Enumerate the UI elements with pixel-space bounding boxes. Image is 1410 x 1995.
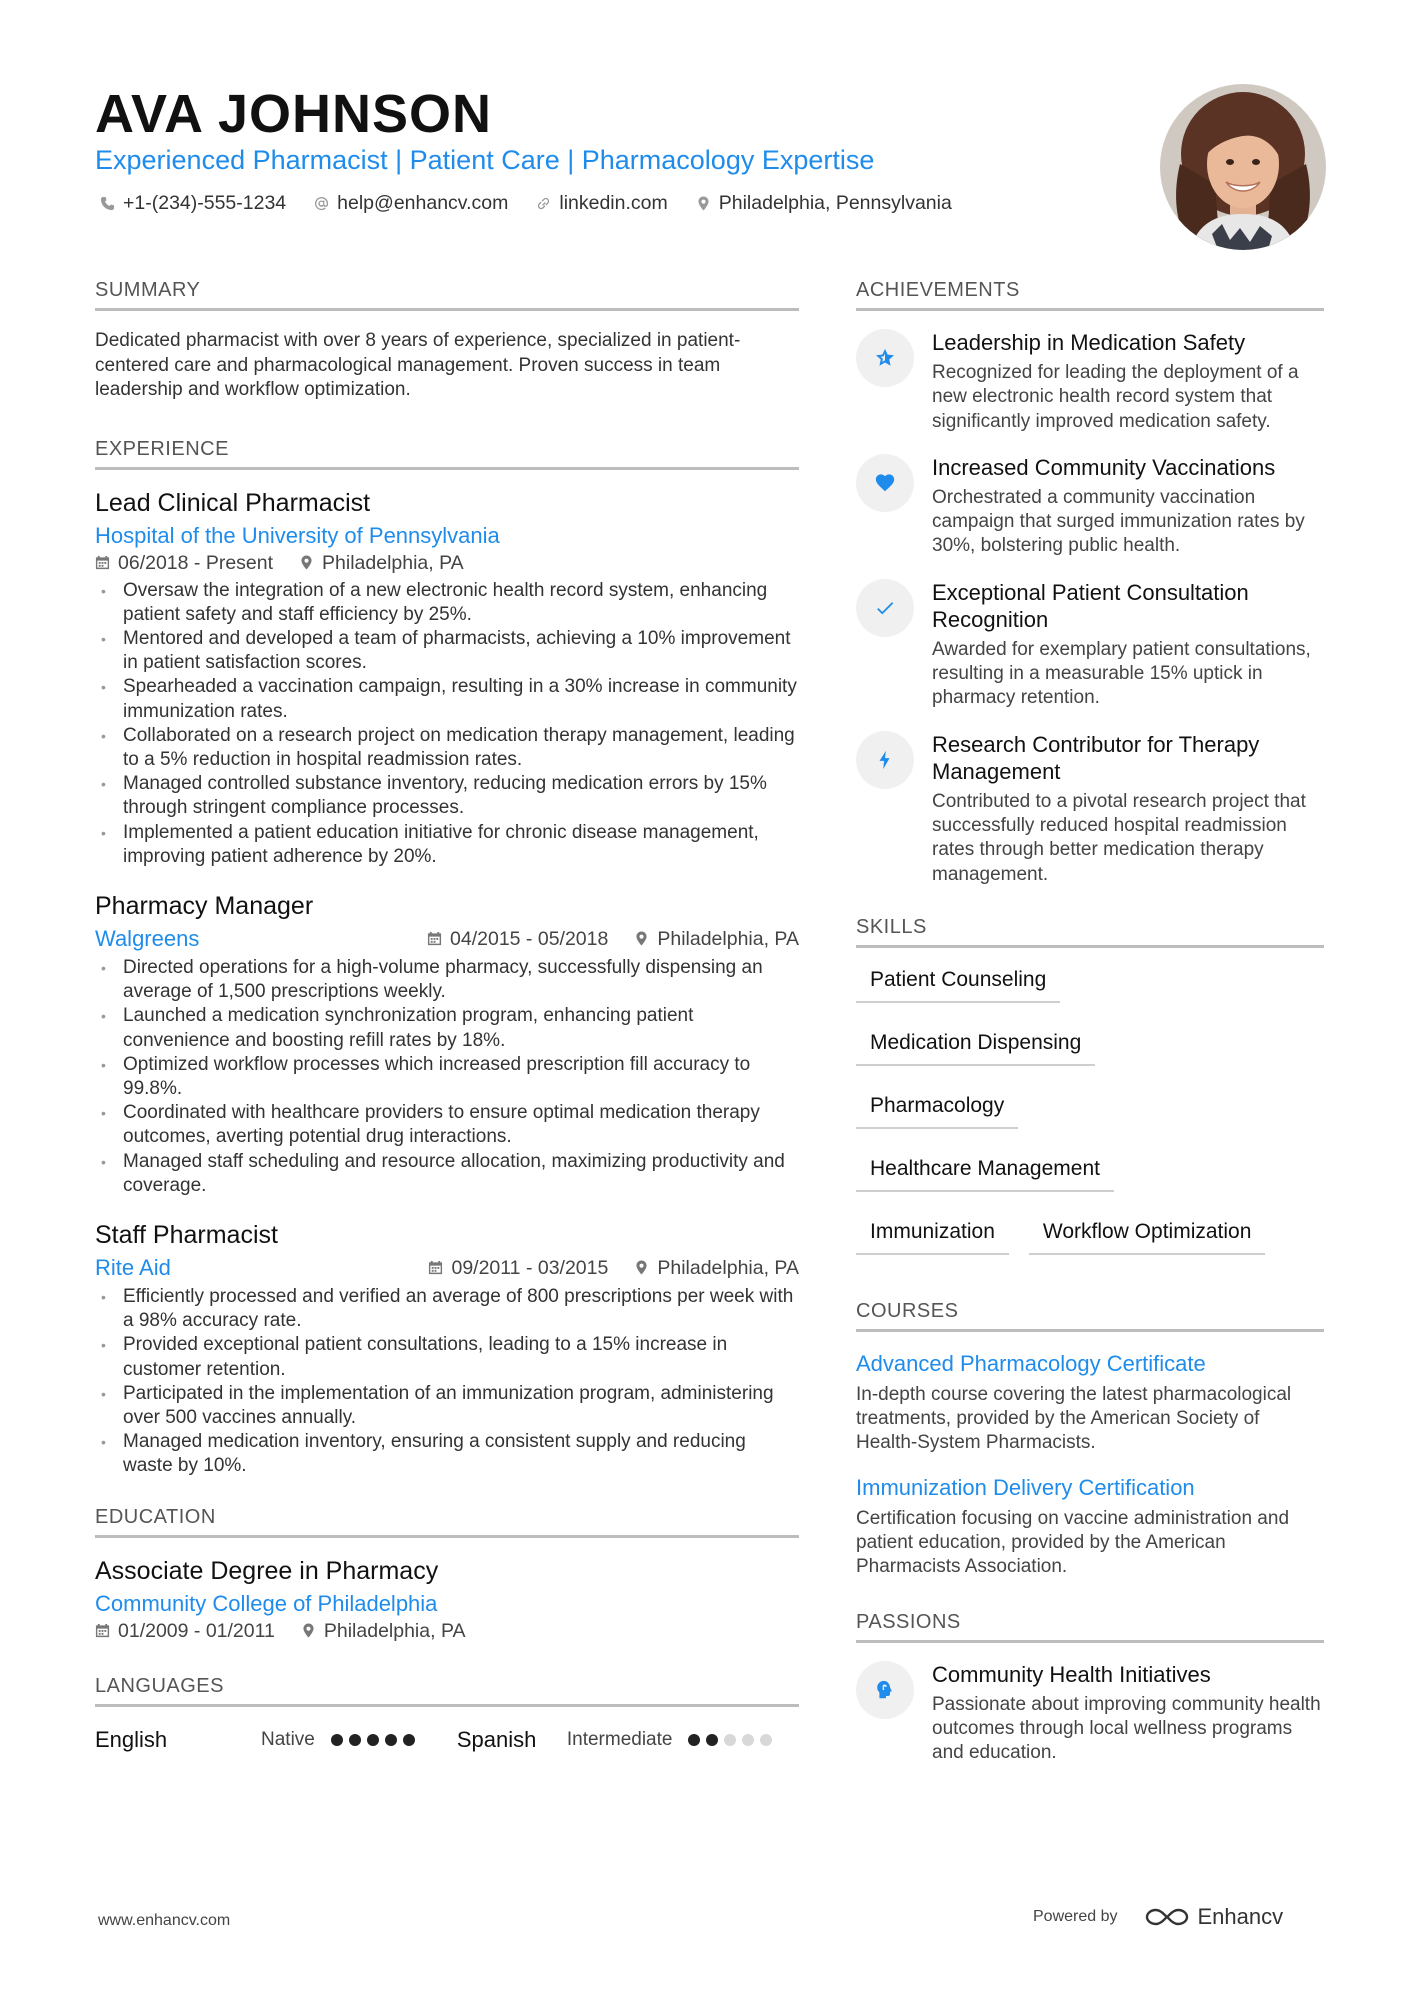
phone-text: +1-(234)-555-1234 — [123, 192, 287, 214]
calendar-icon — [428, 1260, 443, 1275]
achievement-title: Research Contributor for Therapy Management — [932, 731, 1260, 784]
contact-phone[interactable] — [100, 190, 286, 216]
candidate-name: AVA JOHNSON — [95, 84, 493, 144]
skill-tag: Medication Dispensing — [856, 1029, 1095, 1066]
job-company: Rite Aid — [95, 1254, 171, 1280]
head-icon — [874, 1679, 896, 1701]
skill-tag: Immunization — [856, 1218, 1009, 1255]
email-text: help@enhancv.com — [337, 192, 509, 214]
bullet-item: • Participated in the implementation of an immunization program, administering over 500 vaccines annually. — [95, 1382, 799, 1430]
job-title: Lead Clinical Pharmacist — [95, 488, 371, 517]
education-heading: EDUCATION — [95, 1505, 799, 1538]
course-item — [856, 1350, 1324, 1456]
rating-dot-empty — [760, 1734, 772, 1746]
job-bullets — [95, 1285, 799, 1479]
contact-location — [696, 190, 952, 216]
job-entry — [95, 488, 799, 869]
rating-dot-filled — [706, 1734, 718, 1746]
bullet-item: • Coordinated with healthcare providers to ensure optimal medication therapy outcomes, averting potential drug interactions. — [95, 1101, 799, 1149]
achievement-body — [932, 579, 1324, 711]
job-title: Staff Pharmacist — [95, 1220, 278, 1249]
job-dates-text: 06/2018 - Present — [118, 551, 274, 574]
language-rating — [331, 1734, 415, 1746]
bullet-item: • Provided exceptional patient consultations, leading to a 15% increase in customer retention. — [95, 1333, 799, 1381]
bullet-item: • Mentored and developed a team of pharmacists, achieving a 10% improvement in patient satisfaction scores. — [95, 627, 799, 675]
job-dates-text: 04/2015 - 05/2018 — [450, 927, 609, 950]
achievement-icon-badge — [856, 579, 914, 637]
achievement-desc: Awarded for exemplary patient consultations, resulting in a measurable 15% uptick in pharmacy retention. — [932, 638, 1311, 709]
bullet-item: • Spearheaded a vaccination campaign, resulting in a 30% increase in community immunization rates. — [95, 675, 799, 723]
education-location-text: Philadelphia, PA — [323, 1619, 466, 1642]
bullet-item: • Managed controlled substance inventory, reducing medication errors by 15% through stringent compliance processes. — [95, 772, 799, 820]
phone-icon — [100, 196, 115, 211]
skill-tag: Pharmacology — [856, 1092, 1018, 1129]
skills-list — [856, 966, 1276, 1255]
contact-email[interactable] — [314, 190, 508, 216]
location-pin-icon — [696, 196, 711, 211]
rating-dot-filled — [688, 1734, 700, 1746]
rating-dot-filled — [349, 1734, 361, 1746]
job-line — [95, 1254, 799, 1282]
achievement-body — [932, 731, 1324, 887]
calendar-icon — [95, 1623, 110, 1638]
achievement-item — [856, 329, 1324, 434]
job-location — [634, 926, 799, 952]
achievement-body — [932, 454, 1324, 559]
job-bullets — [95, 956, 799, 1198]
left-column — [95, 278, 799, 1789]
education-dates — [95, 1618, 275, 1644]
summary-text: Dedicated pharmacist with over 8 years of experience, specialized in patient-centered care and pharmacological management. Proven success in team leadership and workflow optimization. — [95, 330, 741, 400]
job-company: Walgreens — [95, 925, 200, 951]
skill-tag: Patient Counseling — [856, 966, 1060, 1003]
languages-row — [95, 1725, 799, 1755]
bullet-item: • Optimized workflow processes which increased prescription fill accuracy to 99.8%. — [95, 1053, 799, 1101]
achievement-icon-badge — [856, 731, 914, 789]
education-school: Community College of Philadelphia — [95, 1590, 438, 1616]
bullet-item: • Managed staff scheduling and resource allocation, maximizing productivity and coverage. — [95, 1150, 799, 1198]
bullet-item: • Collaborated on a research project on medication therapy management, leading to a 5% reduction in hospital readmission rates. — [95, 724, 799, 772]
passions-heading: PASSIONS — [856, 1610, 1324, 1643]
passion-icon-badge — [856, 1661, 914, 1719]
location-text: Philadelphia, Pennsylvania — [718, 192, 952, 214]
passion-desc: Passionate about improving community health outcomes through local wellness programs and education. — [932, 1693, 1321, 1764]
experience-heading: EXPERIENCE — [95, 437, 799, 470]
linkedin-text: linkedin.com — [559, 192, 668, 214]
achievement-title: Exceptional Patient Consultation Recognition — [932, 579, 1249, 632]
education-meta — [95, 1618, 799, 1644]
job-entry — [95, 891, 799, 1198]
job-line — [95, 925, 799, 953]
achievements-heading: ACHIEVEMENTS — [856, 278, 1324, 311]
language-name: Spanish — [456, 1726, 537, 1752]
right-column — [856, 278, 1324, 1800]
calendar-icon — [427, 931, 442, 946]
rating-dot-filled — [367, 1734, 379, 1746]
contact-bar — [100, 190, 952, 216]
enhancv-logo-icon — [1144, 1906, 1190, 1928]
achievement-item — [856, 454, 1324, 559]
education-degree: Associate Degree in Pharmacy — [95, 1556, 439, 1585]
star-icon — [874, 347, 896, 369]
course-item — [856, 1474, 1324, 1580]
bullet-item: • Oversaw the integration of a new electronic health record system, enhancing patient safety and staff efficiency by 25%. — [95, 579, 799, 627]
rating-dot-filled — [403, 1734, 415, 1746]
job-title: Pharmacy Manager — [95, 891, 314, 920]
brand-name: Enhancv — [1197, 1904, 1284, 1929]
achievement-item — [856, 579, 1324, 711]
location-pin-icon — [301, 1623, 316, 1638]
job-dates-text: 09/2011 - 03/2015 — [451, 1256, 609, 1279]
calendar-icon — [95, 555, 110, 570]
bullet-item: • Efficiently processed and verified an average of 800 prescriptions per week with a 98% accuracy rate. — [95, 1285, 799, 1333]
passion-item — [856, 1661, 1324, 1766]
skills-section — [856, 915, 1324, 1255]
job-location-text: Philadelphia, PA — [657, 927, 799, 950]
job-location — [634, 1255, 799, 1281]
job-meta — [95, 550, 799, 576]
course-title: Advanced Pharmacology Certificate — [856, 1350, 1206, 1376]
powered-by-label: Powered by — [1033, 1908, 1118, 1925]
heart-icon — [874, 472, 896, 494]
language-level: Native — [261, 1728, 315, 1750]
job-dates — [427, 926, 608, 952]
job-company: Hospital of the University of Pennsylvania — [95, 522, 500, 548]
achievement-desc: Contributed to a pivotal research project that successfully reduced hospital readmission rates through better medication therapy management. — [932, 790, 1306, 885]
job-dates — [95, 550, 273, 576]
link-icon — [536, 196, 551, 211]
skills-heading: SKILLS — [856, 915, 1324, 948]
achievement-title: Increased Community Vaccinations — [932, 454, 1276, 480]
check-icon — [874, 597, 896, 619]
footer-website[interactable]: www.enhancv.com — [98, 1912, 231, 1929]
education-dates-text: 01/2009 - 01/2011 — [118, 1619, 275, 1642]
passion-title: Community Health Initiatives — [932, 1661, 1211, 1687]
languages-section — [95, 1674, 799, 1755]
rating-dot-filled — [331, 1734, 343, 1746]
bullet-item: • Launched a medication synchronization program, enhancing patient convenience and boosting refill rates by 18%. — [95, 1004, 799, 1052]
languages-heading: LANGUAGES — [95, 1674, 799, 1707]
bullet-item: • Directed operations for a high-volume pharmacy, successfully dispensing an average of 1,500 prescriptions weekly. — [95, 956, 799, 1004]
achievement-icon-badge — [856, 329, 914, 387]
rating-dot-filled — [385, 1734, 397, 1746]
achievement-desc: Recognized for leading the deployment of a new electronic health record system that significantly improved medication safety. — [932, 362, 1299, 432]
achievement-desc: Orchestrated a community vaccination campaign that surged immunization rates by 30%, bolstering public health. — [932, 486, 1305, 557]
language-name: English — [95, 1726, 168, 1752]
job-entry — [95, 1220, 799, 1479]
candidate-tagline: Experienced Pharmacist | Patient Care | Pharmacology Expertise — [95, 145, 875, 175]
job-meta — [427, 926, 799, 952]
passion-body — [932, 1661, 1324, 1766]
brand-logo[interactable] — [1144, 1904, 1284, 1930]
passions-section — [856, 1610, 1324, 1766]
education-location — [301, 1618, 466, 1644]
achievement-icon-badge — [856, 454, 914, 512]
achievement-item — [856, 731, 1324, 887]
course-desc: In-depth course covering the latest pharmacological treatments, provided by the American Society of Health-System Pharmacists. — [856, 1383, 1292, 1454]
location-pin-icon — [634, 1260, 649, 1275]
job-location-text: Philadelphia, PA — [322, 551, 464, 574]
skill-tag: Workflow Optimization — [1029, 1218, 1266, 1255]
course-title: Immunization Delivery Certification — [856, 1474, 1195, 1500]
experience-section — [95, 437, 799, 1479]
rating-dot-empty — [724, 1734, 736, 1746]
job-bullets — [95, 579, 799, 869]
location-pin-icon — [634, 931, 649, 946]
job-dates — [428, 1255, 608, 1281]
bullet-item: • Managed medication inventory, ensuring a consistent supply and reducing waste by 10%. — [95, 1430, 799, 1478]
footer-branding — [1033, 1904, 1283, 1930]
skill-tag: Healthcare Management — [856, 1155, 1114, 1192]
contact-linkedin[interactable] — [536, 190, 667, 216]
course-desc: Certification focusing on vaccine administration and patient education, provided by the American Pharmacists Association. — [856, 1507, 1290, 1578]
lightning-icon — [874, 749, 896, 771]
achievement-title: Leadership in Medication Safety — [932, 330, 1246, 355]
avatar — [1160, 84, 1326, 250]
achievements-section — [856, 278, 1324, 887]
job-meta — [428, 1255, 799, 1281]
achievement-body — [932, 329, 1324, 434]
language-rating — [688, 1734, 772, 1746]
summary-heading: SUMMARY — [95, 278, 799, 311]
job-location — [299, 550, 464, 576]
job-location-text: Philadelphia, PA — [657, 1256, 799, 1279]
courses-section — [856, 1299, 1324, 1580]
bullet-item: • Implemented a patient education initiative for chronic disease management, improving patient adherence by 20%. — [95, 821, 799, 869]
at-icon — [314, 196, 329, 211]
language-level: Intermediate — [566, 1728, 673, 1750]
courses-heading: COURSES — [856, 1299, 1324, 1332]
education-section — [95, 1505, 799, 1644]
rating-dot-empty — [742, 1734, 754, 1746]
summary-section — [95, 278, 799, 403]
location-pin-icon — [299, 555, 314, 570]
